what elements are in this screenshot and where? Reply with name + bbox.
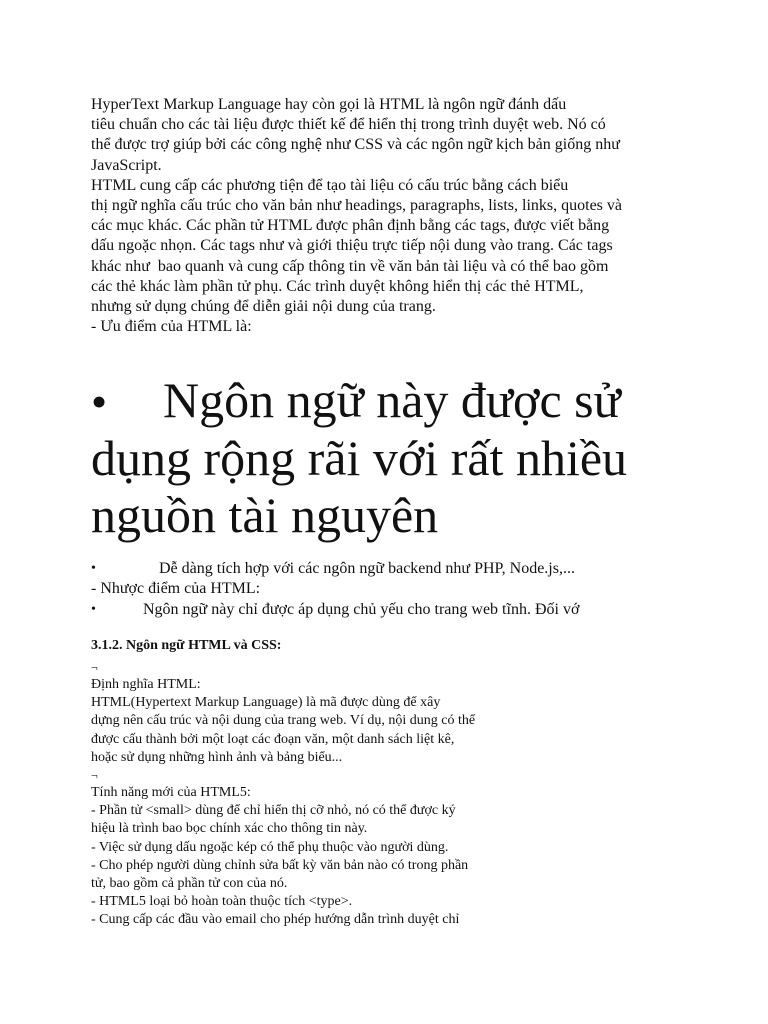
html5-title: Tính năng mới của HTML5: bbox=[91, 785, 251, 800]
definition-line: được cấu thành bởi một loạt các đoạn văn, một danh sách liệt kê, bbox=[91, 731, 455, 747]
html5-line: - Cho phép người dùng chỉnh sửa bất kỳ văn bản nào có trong phần bbox=[91, 857, 469, 873]
intro-line: các thẻ khác làm phần tử phụ. Các trình duyệt không hiển thị các thẻ HTML, bbox=[91, 277, 584, 295]
html5-line: hiệu là trình bao bọc chính xác cho thông tin này. bbox=[91, 821, 368, 837]
intro-line: thị ngữ nghĩa cấu trúc cho văn bản như headings, paragraphs, lists, links, quotes và bbox=[91, 197, 623, 215]
html5-line: - Phần tử <small> dùng để chỉ hiển thị cỡ nhỏ, nó có thể được ký bbox=[91, 803, 456, 819]
intro-line: nhưng sử dụng chúng để diễn giải nội dung của trang. bbox=[91, 298, 436, 316]
bullet-icon: • bbox=[91, 561, 96, 576]
bullet-text: Ngôn ngữ này chỉ được áp dụng chủ yếu cho trang web tĩnh. Đối vớ bbox=[143, 601, 580, 618]
intro-line: tiêu chuẩn cho các tài liệu được thiết kế để hiển thị trong trình duyệt web. Nó có bbox=[91, 116, 606, 134]
intro-line: HyperText Markup Language hay còn gọi là HTML là ngôn ngữ đánh dấu bbox=[91, 96, 567, 113]
bullet-text: Dễ dàng tích hợp với các ngôn ngữ backend như PHP, Node.js,... bbox=[159, 560, 575, 577]
html5-line: - Việc sử dụng dấu ngoặc kép có thể phụ thuộc vào người dùng. bbox=[91, 839, 449, 855]
html5-line: - HTML5 loại bỏ hoàn toàn thuộc tích <type>. bbox=[91, 894, 353, 910]
not-sign-icon: ¬ bbox=[91, 660, 98, 674]
html5-line: tử, bao gồm cả phần tử con của nó. bbox=[91, 876, 288, 892]
definition-block bbox=[91, 676, 611, 767]
intro-line: thể được trợ giúp bởi các công nghệ như CSS và các ngôn ngữ kịch bản giống như bbox=[91, 136, 620, 154]
definition-title: Định nghĩa HTML: bbox=[91, 677, 201, 692]
large-bullet-item bbox=[91, 372, 731, 544]
large-bullet-line: Ngôn ngữ này được sử bbox=[163, 372, 621, 428]
section-heading: 3.1.2. Ngôn ngữ HTML và CSS: bbox=[91, 638, 282, 653]
large-bullet-line: dụng rộng rãi với rất nhiều bbox=[91, 430, 628, 486]
intro-line: HTML cung cấp các phương tiện để tạo tài liệu có cấu trúc bằng cách biểu bbox=[91, 176, 569, 194]
bullet-icon: • bbox=[91, 602, 96, 617]
advantages-heading: - Ưu điểm của HTML là: bbox=[91, 318, 252, 336]
html5-line: - Cung cấp các đầu vào email cho phép hướng dẫn trình duyệt chỉ bbox=[91, 912, 460, 928]
intro-line: các mục khác. Các phần tử HTML được phân định bằng các tags, được viết bằng bbox=[91, 217, 610, 235]
bullet-icon: • bbox=[91, 376, 108, 427]
definition-line: HTML(Hypertext Markup Language) là mã được dùng để xây bbox=[91, 695, 441, 711]
definition-line: dựng nên cấu trúc và nội dung của trang web. Ví dụ, nội dung có thể bbox=[91, 713, 476, 729]
intro-line: JavaScript. bbox=[91, 156, 162, 174]
large-bullet-line: nguồn tài nguyên bbox=[91, 487, 439, 543]
intro-paragraph bbox=[91, 95, 691, 337]
definition-line: hoặc sử dụng những hình ảnh và bảng biểu... bbox=[91, 749, 343, 765]
not-sign-icon: ¬ bbox=[91, 768, 98, 782]
disadvantages-heading: - Nhược điểm của HTML: bbox=[91, 580, 261, 597]
html5-block bbox=[91, 784, 611, 930]
intro-line: khác như bao quanh và cung cấp thông tin về văn bản tài liệu và có thể bao gồm bbox=[91, 257, 609, 275]
intro-line: dấu ngoặc nhọn. Các tags như và giới thiệu trực tiếp nội dung vào trang. Các tags bbox=[91, 237, 613, 255]
